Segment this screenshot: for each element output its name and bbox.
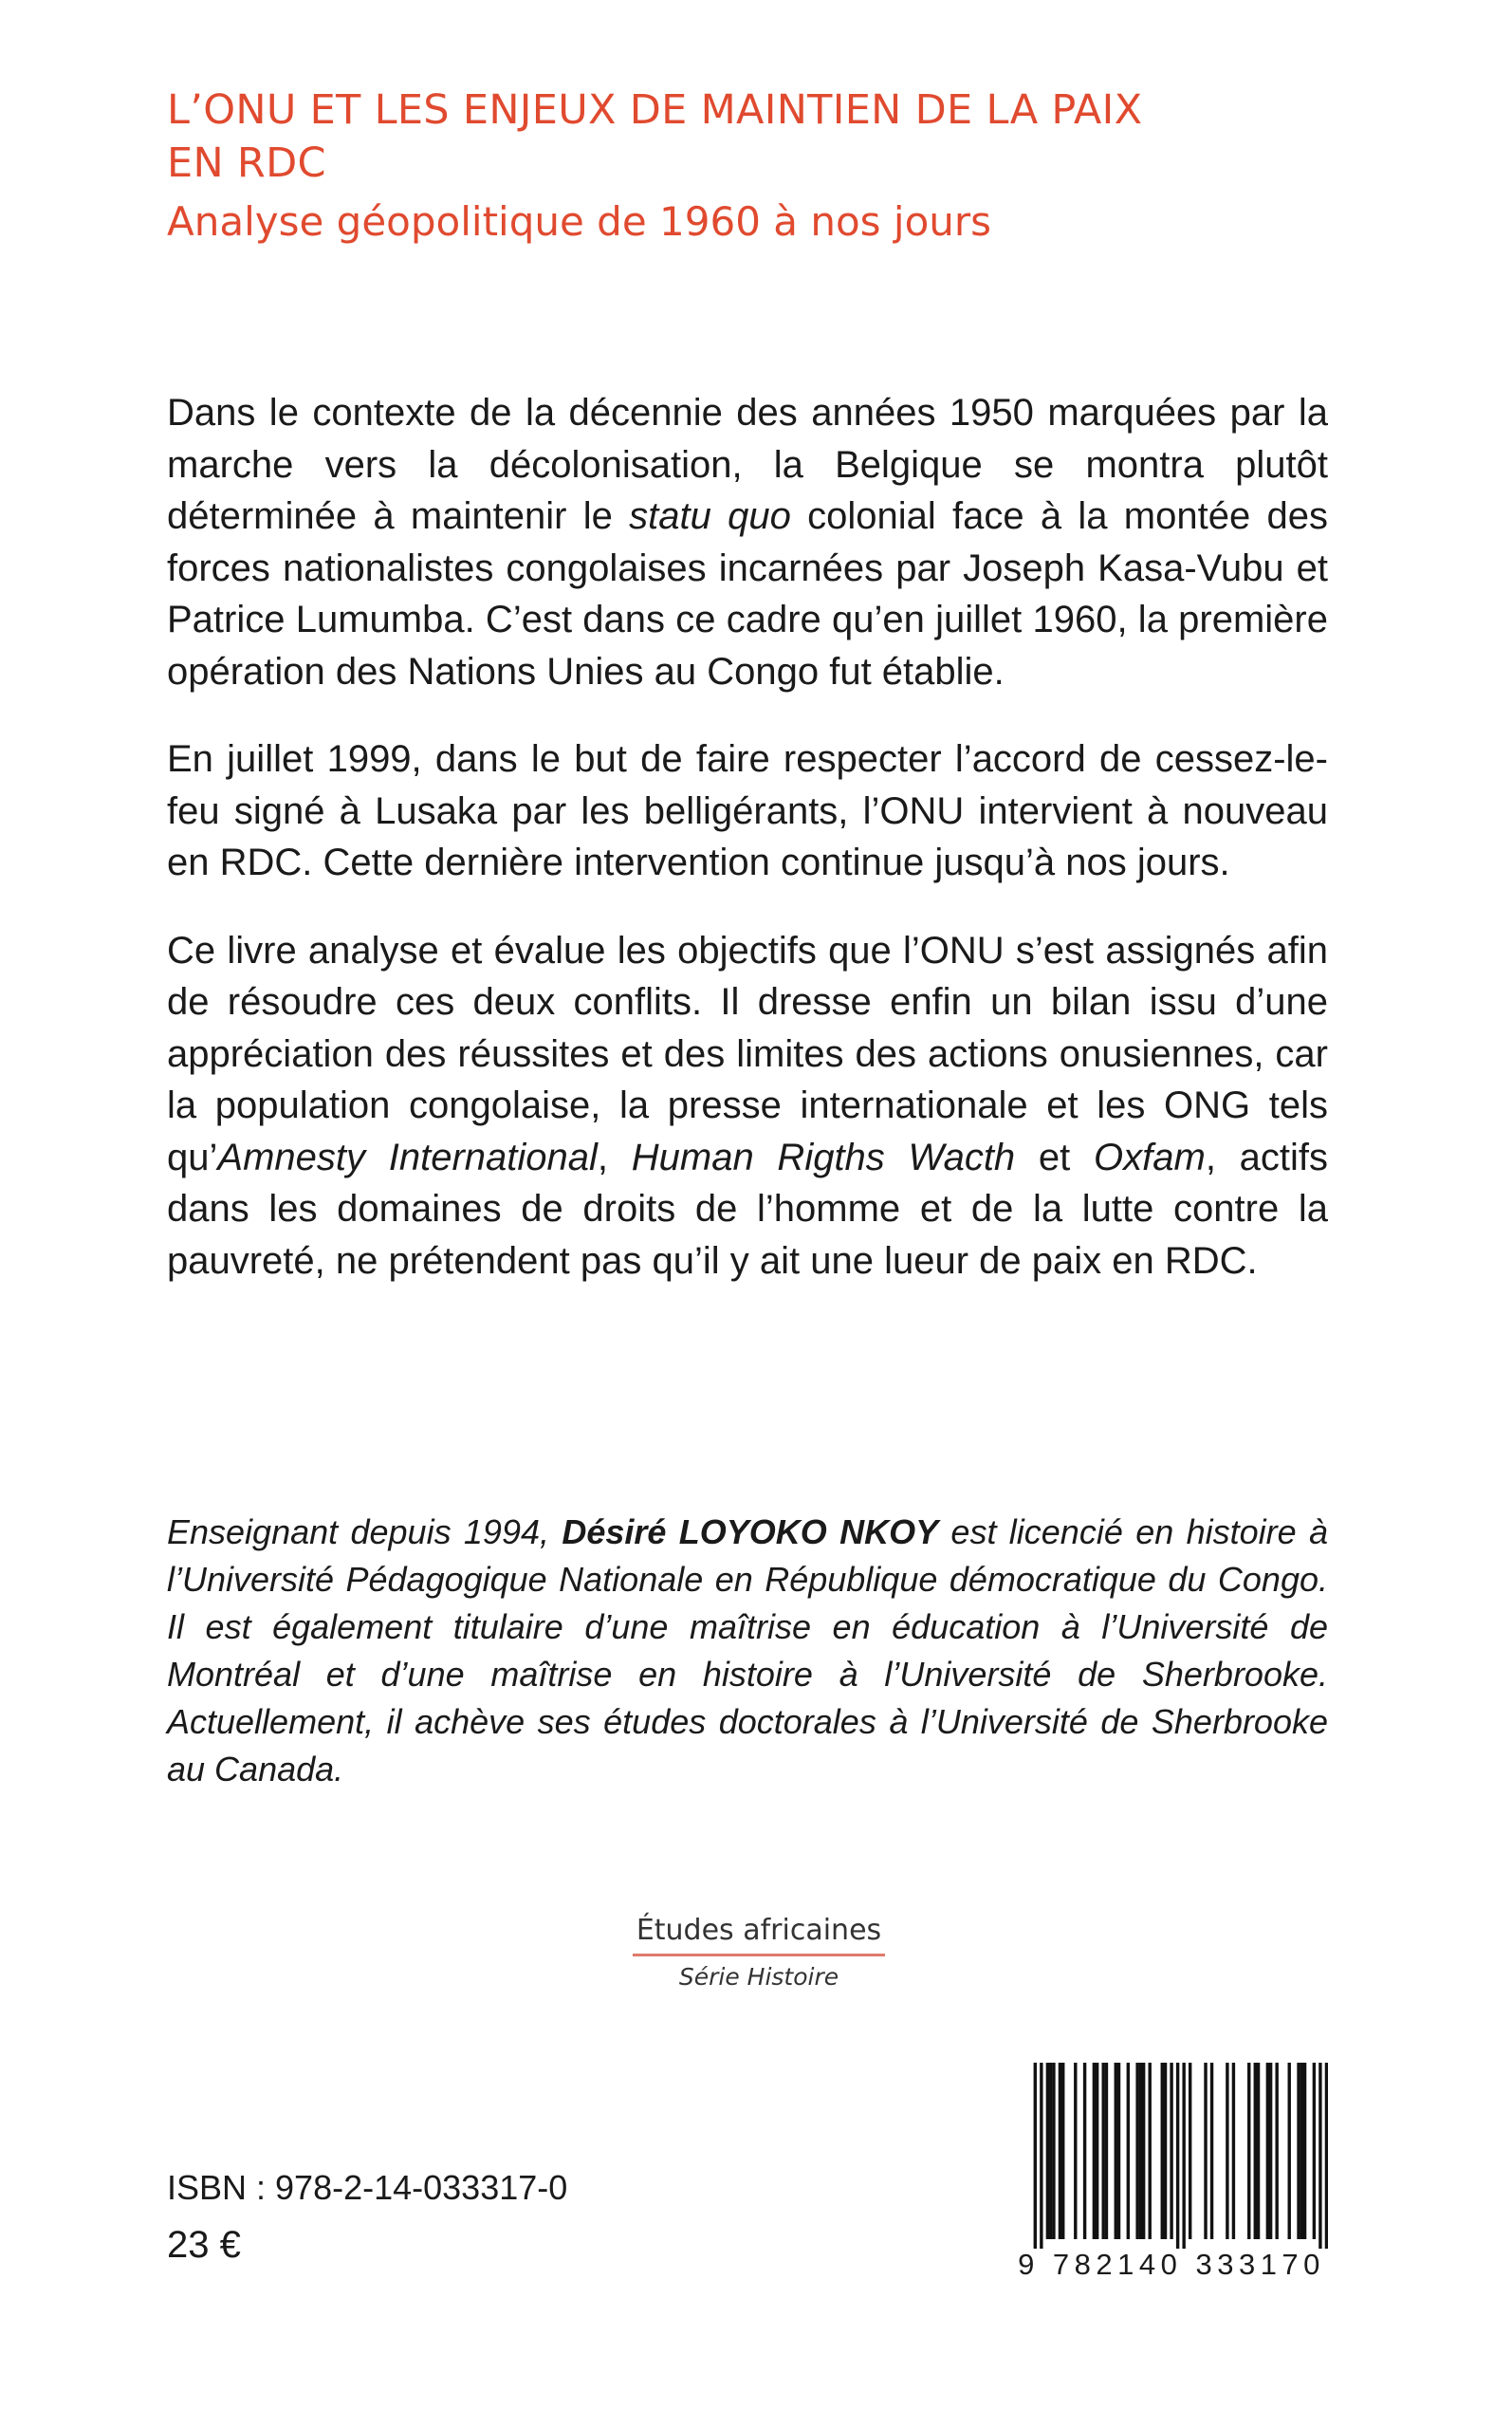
series-subtitle: Série Histoire bbox=[678, 1963, 839, 1991]
summary bbox=[167, 387, 1328, 1323]
author-bio-text-a: Enseignant depuis 1994, bbox=[167, 1512, 562, 1551]
barcode-bar bbox=[1318, 2063, 1321, 2252]
barcode-bar bbox=[1101, 2063, 1104, 2239]
summary-p3-text-c: et bbox=[1015, 1136, 1095, 1178]
barcode-bar bbox=[1164, 2063, 1167, 2239]
barcode-bar bbox=[1034, 2063, 1037, 2252]
header bbox=[167, 83, 1362, 249]
barcode-bar bbox=[1313, 2063, 1316, 2239]
author-bio bbox=[167, 1509, 1328, 1793]
barcode-bar bbox=[1176, 2063, 1179, 2252]
barcode-bar bbox=[1226, 2063, 1228, 2239]
barcode-bar bbox=[1204, 2063, 1207, 2239]
barcode-bar bbox=[1059, 2063, 1061, 2239]
barcode-bar bbox=[1052, 2063, 1055, 2239]
series-name: Études africaines bbox=[633, 1912, 885, 1956]
book-subtitle: Analyse géopolitique de 1960 à nos jours bbox=[167, 198, 992, 245]
barcode-bars bbox=[1015, 2063, 1328, 2252]
barcode-digits: 9 782140 333170 bbox=[1015, 2249, 1328, 2281]
barcode-bar bbox=[1139, 2063, 1142, 2239]
author-bio-text-b: est licencié en histoire à l’Université Pédagogique Nationale en République démocratique du Congo. Il est également titulaire d’une maîtrise en éducation à l’Université de Montréal et d’une maîtrise en histoire à l’Université de Sherbrooke. Actuellement, il achève ses études doctorales à l’Université de Sherbrooke au Canada. bbox=[167, 1512, 1328, 1788]
isbn-label: ISBN : 978-2-14-033317-0 bbox=[167, 2168, 568, 2207]
barcode-bar bbox=[1149, 2063, 1152, 2239]
barcode-bar bbox=[1074, 2063, 1077, 2239]
barcode-bar bbox=[1135, 2063, 1138, 2239]
author-bio-paragraph bbox=[167, 1509, 1328, 1793]
barcode bbox=[1015, 2063, 1328, 2279]
barcode-bar bbox=[1257, 2063, 1260, 2239]
barcode-bar bbox=[1189, 2063, 1191, 2239]
summary-paragraph-3 bbox=[167, 925, 1328, 1288]
book-title bbox=[167, 83, 1362, 190]
barcode-bar bbox=[1049, 2063, 1052, 2239]
book-title-line1: L’ONU ET LES ENJEUX DE MAINTIEN DE LA PAIX bbox=[167, 86, 1143, 134]
author-name: Désiré LOYOKO NKOY bbox=[562, 1512, 939, 1551]
barcode-bar bbox=[1161, 2063, 1164, 2239]
summary-p3-italic-1: Amnesty International bbox=[217, 1136, 598, 1178]
summary-paragraph-1 bbox=[167, 387, 1328, 697]
barcode-bar bbox=[1269, 2063, 1272, 2239]
barcode-bar bbox=[1297, 2063, 1300, 2239]
barcode-bar bbox=[1300, 2063, 1303, 2239]
barcode-bar bbox=[1040, 2063, 1042, 2252]
book-title-line2: EN RDC bbox=[167, 139, 326, 187]
summary-p3-text-b: , bbox=[597, 1136, 632, 1178]
barcode-bar bbox=[1182, 2063, 1185, 2252]
barcode-bar bbox=[1325, 2063, 1328, 2252]
barcode-bar bbox=[1061, 2063, 1064, 2239]
barcode-bar bbox=[1170, 2063, 1172, 2239]
barcode-bar bbox=[1210, 2063, 1213, 2239]
summary-p3-text-a: Ce livre analyse et évalue les objectifs que l’ONU s’est assignés afin de résoudre ces deux conflits. Il dresse enfin un bilan issu d’une appréciation des réussites et des limites des actions onusiennes, car la population congolaise, la presse internationale et les ONG tels qu’ bbox=[167, 929, 1328, 1178]
summary-p3-italic-3: Oxfam bbox=[1094, 1136, 1206, 1178]
summary-p1-italic: statu quo bbox=[629, 495, 791, 537]
barcode-bar bbox=[1275, 2063, 1278, 2239]
barcode-bar bbox=[1115, 2063, 1117, 2239]
barcode-bar bbox=[1266, 2063, 1269, 2239]
barcode-bar bbox=[1142, 2063, 1145, 2239]
barcode-bar bbox=[1127, 2063, 1130, 2239]
barcode-bar bbox=[1093, 2063, 1096, 2239]
barcode-bar bbox=[1303, 2063, 1306, 2239]
summary-p3-italic-2: Human Rigths Wacth bbox=[631, 1136, 1016, 1178]
barcode-bar bbox=[1117, 2063, 1120, 2239]
barcode-bar bbox=[1083, 2063, 1086, 2239]
barcode-bar bbox=[1046, 2063, 1049, 2239]
barcode-bar bbox=[1288, 2063, 1291, 2239]
summary-p1-text-b: colonial face à la montée des forces nationalistes congolaises incarnées par Joseph Kasa-Vubu et Patrice Lumumba. C’est dans ce cadre qu’en juillet 1960, la première opération des Nations Unies au Congo fut établie. bbox=[167, 495, 1328, 693]
barcode-bar bbox=[1105, 2063, 1108, 2239]
summary-p3-text-d: , actifs dans les domaines de droits de l’homme et de la lutte contre la pauvreté, ne prétendent pas qu’il y ait une lueur de paix en RDC. bbox=[167, 1136, 1329, 1282]
barcode-bar bbox=[1096, 2063, 1098, 2239]
summary-p1-text-a: Dans le contexte de la décennie des années 1950 marquées par la marche vers la décolonisation, la Belgique se montra plutôt déterminée à maintenir le bbox=[167, 392, 1328, 537]
barcode-bar bbox=[1247, 2063, 1250, 2239]
series-logo bbox=[588, 1912, 930, 1994]
price-label: 23 € bbox=[167, 2224, 241, 2266]
summary-paragraph-2: En juillet 1999, dans le but de faire respecter l’accord de cessez-le-feu signé à Lusaka par les belligérants, l’ONU intervient à nouveau en RDC. Cette dernière intervention continue jusqu’à nos jours. bbox=[167, 738, 1328, 883]
barcode-bar bbox=[1254, 2063, 1257, 2239]
barcode-bar bbox=[1232, 2063, 1235, 2239]
